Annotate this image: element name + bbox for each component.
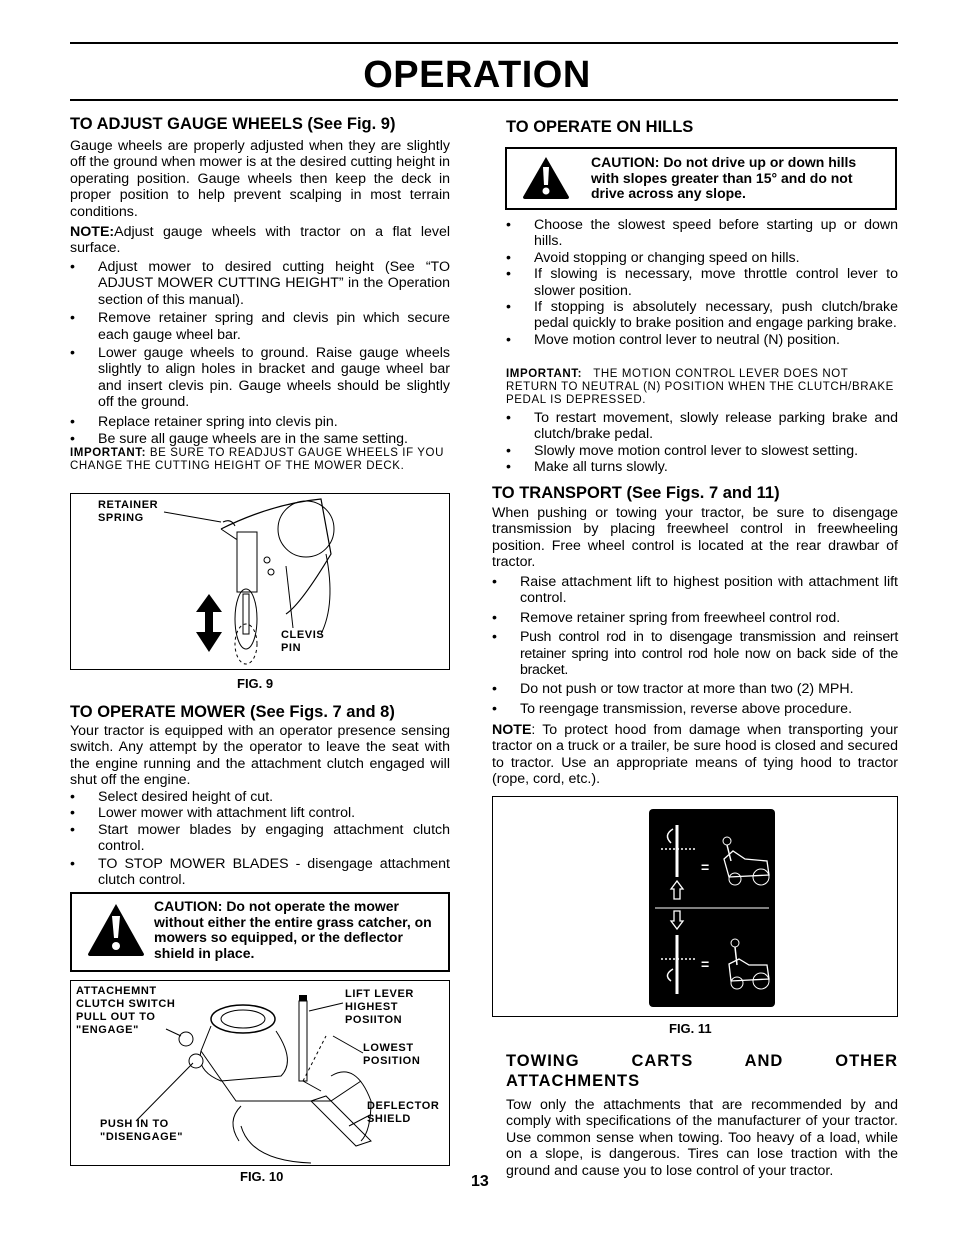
hills-bullets-2 bbox=[506, 410, 898, 476]
list-item: • Replace retainer spring into clevis pin. bbox=[70, 414, 450, 430]
transport-note-text: : To protect hood from damage when transporting your tractor on a truck or a trailer, be sure hood is closed and secured to tractor. Use an appropriate means of tying hood to tractor (rope, cord, etc.). bbox=[492, 722, 898, 788]
gauge-bullets bbox=[70, 259, 450, 447]
list-item: • Do not push or tow tractor at more than two (2) MPH. bbox=[492, 681, 898, 697]
list-item: • Select desired height of cut. bbox=[70, 789, 450, 805]
fig9-label-clevis: CLEVIS PIN bbox=[281, 629, 325, 654]
fig10-figure bbox=[70, 980, 450, 1166]
list-item: • TO STOP MOWER BLADES - disengage attachment clutch control. bbox=[70, 856, 450, 889]
hills-heading: TO OPERATE ON HILLS bbox=[506, 118, 694, 136]
transport-note-label: NOTE bbox=[492, 722, 532, 738]
fig10-label-lowest: LOWEST POSITION bbox=[363, 1042, 421, 1067]
list-item: • Slowly move motion control lever to slowest setting. bbox=[506, 443, 898, 459]
list-item: • Be sure all gauge wheels are in the same setting. bbox=[70, 431, 450, 447]
fig10-label-deflector: DEFLECTOR SHIELD bbox=[367, 1100, 440, 1125]
list-item: • Make all turns slowly. bbox=[506, 459, 898, 475]
list-item: • Remove retainer spring from freewheel control rod. bbox=[492, 610, 898, 626]
list-item: • Avoid stopping or changing speed on hills. bbox=[506, 250, 898, 266]
decal-equals-bottom: = bbox=[701, 956, 710, 972]
list-item: • Remove retainer spring and clevis pin which secure each gauge wheel bar. bbox=[70, 310, 450, 343]
transport-note bbox=[492, 722, 898, 788]
towing-heading: TOWING CARTS AND OTHER ATTACHMENTS bbox=[506, 1052, 898, 1090]
transport-bullets bbox=[492, 574, 898, 717]
hills-bullets bbox=[506, 217, 898, 348]
list-item: • Lower mower with attachment lift control. bbox=[70, 805, 450, 821]
gauge-intro: Gauge wheels are properly adjusted when they are slightly off the ground when mower is at the desired cutting height in operating position. Gauge wheels then keep the deck in proper position to help prevent scalping in most terrain conditions. bbox=[70, 138, 450, 220]
gauge-note-text: Adjust gauge wheels with tractor on a flat level surface. bbox=[70, 224, 450, 257]
warning-icon bbox=[86, 902, 146, 958]
fig10-label-clutch: ATTACHEMNT CLUTCH SWITCH PULL OUT TO "ENGAGE" bbox=[76, 985, 176, 1036]
list-item: • Move motion control lever to neutral (N) position. bbox=[506, 332, 898, 348]
gauge-note-label: NOTE: bbox=[70, 224, 115, 240]
gauge-note bbox=[70, 224, 450, 257]
gauge-important bbox=[70, 447, 450, 473]
fig9-figure bbox=[70, 493, 450, 670]
transport-heading: TO TRANSPORT (See Figs. 7 and 11) bbox=[492, 484, 780, 502]
list-item: • Raise attachment lift to highest position with attachment lift control. bbox=[492, 574, 898, 607]
list-item: • Push control rod in to disengage transmission and reinsert retainer spring into control rod hole now on back side of the bracket. bbox=[492, 629, 898, 678]
list-item: • To reengage transmission, reverse above procedure. bbox=[492, 701, 898, 717]
hills-caution-text: CAUTION: Do not drive up or down hills with slopes greater than 15° and do not drive across any slope. bbox=[591, 154, 857, 201]
hills-important-label: IMPORTANT: bbox=[506, 368, 583, 380]
hills-important-text: THE MOTION CONTROL LEVER DOES NOT RETURN TO NEUTRAL (N) POSITION WHEN THE CLUTCH/BRAKE PEDAL IS DEPRESSED. bbox=[506, 368, 894, 406]
list-item: • If slowing is necessary, move throttle control lever to slower position. bbox=[506, 266, 898, 299]
fig10-caption: FIG. 10 bbox=[240, 1169, 284, 1184]
list-item: • Adjust mower to desired cutting height (See “TO ADJUST MOWER CUTTING HEIGHT” in the Operation section of this manual). bbox=[70, 259, 450, 308]
mower-bullets bbox=[70, 789, 450, 888]
list-item: • If stopping is absolutely necessary, push clutch/brake pedal quickly to brake position and engage parking brake. bbox=[506, 299, 898, 332]
top-rule bbox=[70, 42, 898, 44]
title-rule bbox=[70, 99, 898, 101]
warning-icon bbox=[521, 155, 571, 201]
hills-caution-box bbox=[505, 147, 897, 210]
gauge-important-label: IMPORTANT: bbox=[70, 447, 147, 459]
freewheel-decal-graphic bbox=[649, 809, 775, 1007]
gauge-heading: TO ADJUST GAUGE WHEELS (See Fig. 9) bbox=[70, 115, 396, 133]
decal-equals-top: = bbox=[701, 859, 710, 875]
mower-caution-text: CAUTION: Do not operate the mower without either the entire grass catcher, on mowers so equipped, or the deflector shield in place. bbox=[154, 898, 432, 961]
fig10-label-push: PUSH IN TO "DISENGAGE" bbox=[100, 1118, 184, 1143]
fig10-label-lift: LIFT LEVER HIGHEST POSIITON bbox=[345, 988, 414, 1026]
mower-intro: Your tractor is equipped with an operator presence sensing switch. Any attempt by the operator to leave the seat with the engine running and the attachment clutch engaged will shut off the engine. bbox=[70, 723, 450, 789]
gauge-important-text: BE SURE TO READJUST GAUGE WHEELS IF YOU CHANGE THE CUTTING HEIGHT OF THE MOWER DECK. bbox=[70, 447, 444, 472]
fig11-caption: FIG. 11 bbox=[669, 1021, 712, 1036]
mower-caution-box bbox=[70, 892, 450, 972]
page-title: OPERATION bbox=[363, 54, 591, 96]
hills-important bbox=[506, 368, 898, 407]
freewheel-decal bbox=[649, 809, 775, 1007]
list-item: • To restart movement, slowly release parking brake and clutch/brake pedal. bbox=[506, 410, 898, 443]
fig9-label-retainer: RETAINER SPRING bbox=[98, 499, 159, 524]
list-item: • Lower gauge wheels to ground. Raise gauge wheels slightly to align holes in bracket and gauge wheel bar and insert clevis pin. Gauge wheels should be slightly off the ground. bbox=[70, 345, 450, 411]
list-item: • Start mower blades by engaging attachment clutch control. bbox=[70, 822, 450, 855]
fig11-figure bbox=[492, 796, 898, 1017]
fig9-caption: FIG. 9 bbox=[237, 676, 274, 691]
page-number: 13 bbox=[471, 1173, 489, 1190]
transport-intro: When pushing or towing your tractor, be sure to disengage transmission by placing freewheel control in freewheeling position. Free wheel control is located at the rear drawbar of tractor. bbox=[492, 505, 898, 571]
towing-text: Tow only the attachments that are recommended by and comply with specifications of the manufacturer of your tractor. Use common sense when towing. Too heavy of a load, while on a slope, is dangerous. Tires can lose traction with the ground and cause you to lose control of your tractor. bbox=[506, 1097, 898, 1179]
list-item: • Choose the slowest speed before starting up or down hills. bbox=[506, 217, 898, 250]
mower-heading: TO OPERATE MOWER (See Figs. 7 and 8) bbox=[70, 703, 395, 721]
